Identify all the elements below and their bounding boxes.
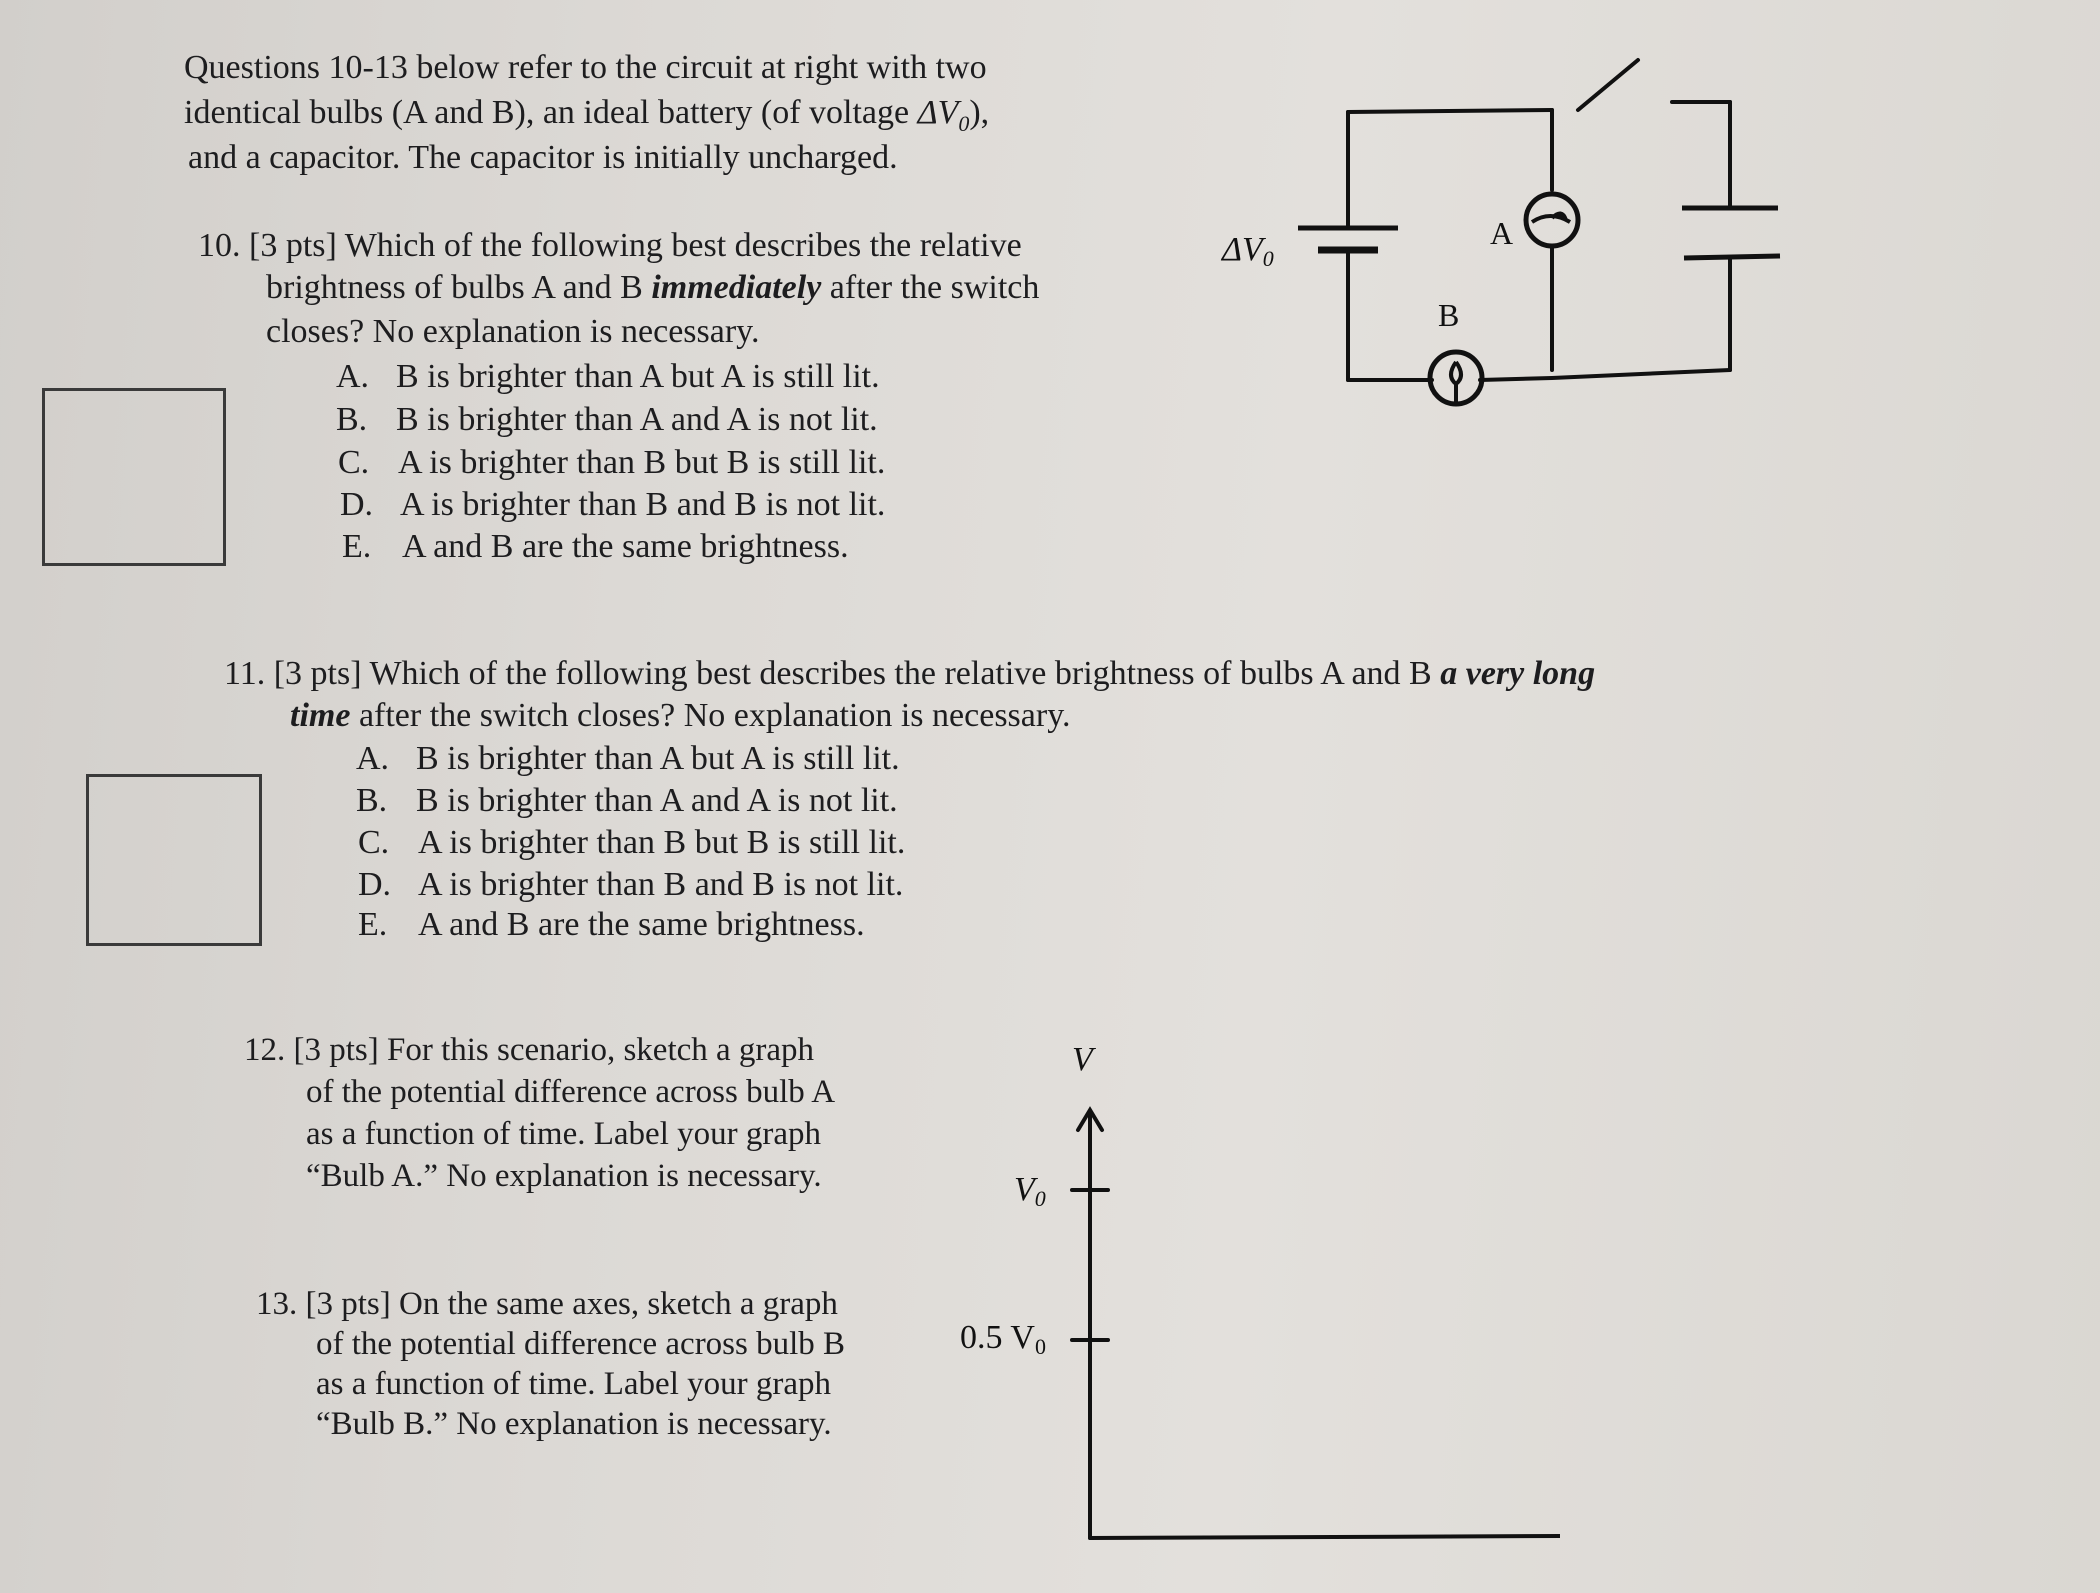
option-letter: B. — [356, 782, 388, 819]
q11-emphasis-2: time — [290, 697, 351, 734]
option-letter: E. — [358, 906, 388, 943]
q12-line-3: as a function of time. Label your graph — [306, 1116, 821, 1152]
q13-line-4: “Bulb B.” No explanation is necessary. — [316, 1406, 832, 1442]
x-axis — [1090, 1536, 1560, 1538]
option-letter: D. — [358, 866, 392, 903]
option-text: A is brighter than B but B is still lit. — [398, 444, 886, 481]
option-letter: A. — [336, 358, 370, 395]
q10-line-3: closes? No explanation is necessary. — [266, 313, 760, 350]
tick-v0-label: V0 — [1014, 1171, 1046, 1211]
option-letter: B. — [336, 401, 368, 438]
intro-voltage-sub: 0 — [958, 110, 970, 136]
q10-line-2 — [266, 266, 1039, 309]
q11-option-e[interactable] — [358, 904, 865, 946]
q12-line-4: “Bulb A.” No explanation is necessary. — [306, 1158, 822, 1194]
q11-line-1-text: 11. [3 pts] Which of the following best describes the relative brightness of bulbs A and B — [224, 655, 1441, 692]
intro-line-1: Questions 10-13 below refer to the circuit at right with two — [184, 49, 987, 86]
q11-line-2 — [290, 694, 1070, 737]
capacitor-symbol — [1682, 208, 1780, 258]
circuit-diagram — [1200, 40, 1820, 420]
option-text: B is brighter than A and A is not lit. — [396, 401, 878, 438]
intro-voltage-symbol: ΔV — [917, 94, 959, 131]
q10-answer-box[interactable] — [42, 388, 226, 566]
q10-option-c[interactable] — [338, 442, 885, 484]
option-letter: E. — [342, 528, 372, 565]
q13-line-3: as a function of time. Label your graph — [316, 1366, 831, 1402]
y-axis-label: V — [1072, 1041, 1093, 1078]
q10-line-2-end: after the switch — [821, 269, 1040, 306]
bulb-b — [1430, 352, 1482, 404]
q11-option-d[interactable] — [358, 864, 903, 906]
q10-option-d[interactable] — [340, 484, 885, 526]
voltage-graph[interactable] — [940, 1030, 1560, 1550]
option-text: A is brighter than B and B is not lit. — [418, 866, 904, 903]
q11-answer-box[interactable] — [86, 774, 262, 946]
option-text: A and B are the same brightness. — [402, 528, 849, 565]
q10-option-b[interactable] — [336, 399, 878, 441]
tick-half-label: 0.5 V0 — [960, 1319, 1046, 1359]
intro-line-2-end: ), — [969, 94, 990, 131]
option-letter: C. — [358, 824, 390, 861]
q11-emphasis-1: a very long — [1440, 655, 1596, 692]
q10-line-1: 10. [3 pts] Which of the following best describes the relative — [198, 227, 1022, 264]
option-letter: D. — [340, 486, 374, 523]
q10-emphasis: immediately — [651, 269, 822, 306]
bulb-b-label: B — [1438, 297, 1460, 333]
q11-line-2-text: after the switch closes? No explanation is necessary. — [350, 697, 1071, 734]
battery-label: ΔV0 — [1222, 231, 1274, 271]
intro-line-3: and a capacitor. The capacitor is initially uncharged. — [188, 139, 898, 176]
option-text: A is brighter than B and B is not lit. — [400, 486, 886, 523]
option-text: B is brighter than A but A is still lit. — [396, 358, 880, 395]
option-text: A is brighter than B but B is still lit. — [418, 824, 906, 861]
wire-bottom-right — [1480, 370, 1730, 380]
option-text: B is brighter than A and A is not lit. — [416, 782, 898, 819]
q11-option-c[interactable] — [358, 822, 905, 864]
bulb-a-label: A — [1490, 215, 1514, 251]
wire-top — [1348, 110, 1552, 112]
option-text: A and B are the same brightness. — [418, 906, 865, 943]
q12-line-2: of the potential difference across bulb A — [306, 1074, 836, 1110]
intro-line-2-text: identical bulbs (A and B), an ideal battery (of voltage — [184, 94, 918, 131]
q10-line-2-text: brightness of bulbs A and B — [266, 269, 652, 306]
option-letter: A. — [356, 740, 390, 777]
q13-line-2: of the potential difference across bulb B — [316, 1326, 846, 1362]
battery-symbol — [1298, 228, 1398, 272]
q11-option-b[interactable] — [356, 780, 898, 822]
switch[interactable] — [1578, 60, 1638, 110]
q11-option-a[interactable] — [356, 738, 900, 780]
q10-option-a[interactable] — [336, 356, 880, 398]
q12-line-1: 12. [3 pts] For this scenario, sketch a graph — [244, 1032, 815, 1068]
bulb-a — [1526, 194, 1578, 246]
q13-line-1: 13. [3 pts] On the same axes, sketch a graph — [256, 1286, 838, 1322]
q10-option-e[interactable] — [342, 526, 849, 568]
option-text: B is brighter than A but A is still lit. — [416, 740, 900, 777]
q11-line-1 — [224, 652, 1595, 695]
option-letter: C. — [338, 444, 370, 481]
